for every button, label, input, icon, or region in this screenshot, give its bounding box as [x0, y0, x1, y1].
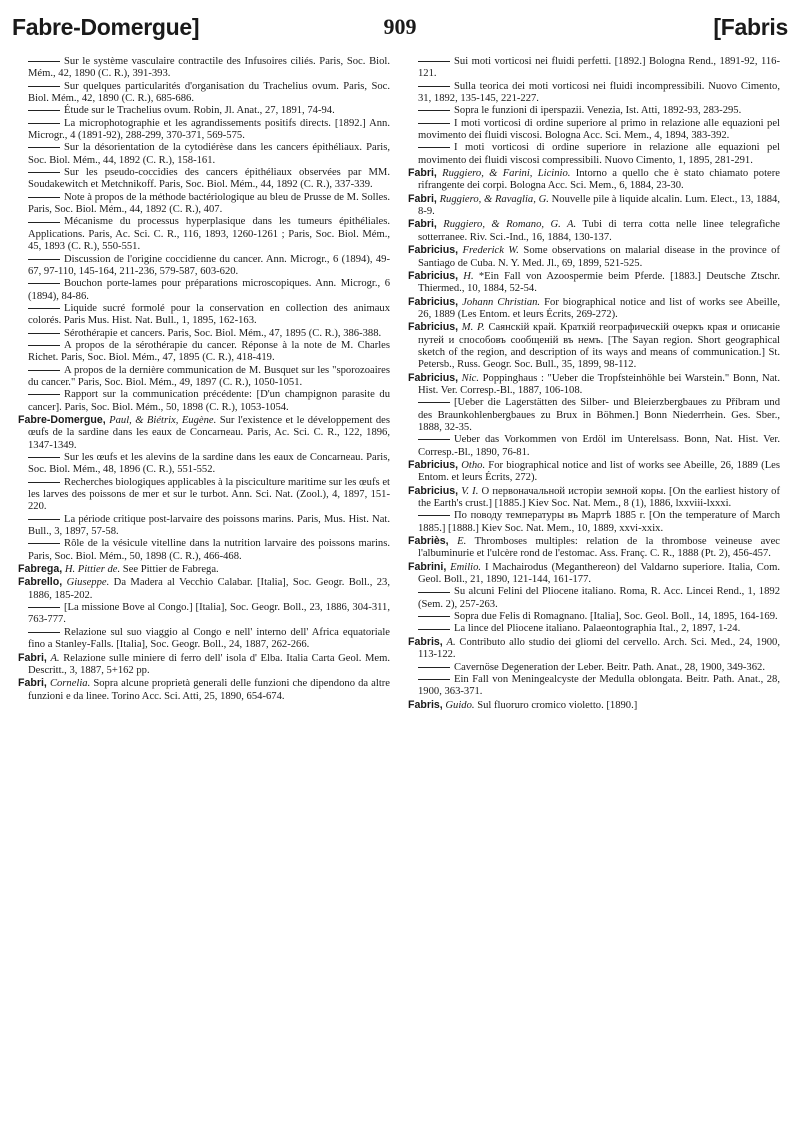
bibliography-entry	[18, 563, 390, 576]
entry-text: Rôle de la vésicule vitelline dans la nutrition larvaire des poissons marins. Paris, Soc. Biol. Mém., 50, 1898 (C. R.), 466-468.	[28, 538, 390, 562]
bibliography-entry	[408, 167, 780, 193]
entry-text: Thromboses multiples: relation de la thrombose veineuse avec l'albuminurie et l'ulcère rond de l'estomac. Ass. Franç. C. R., 1888 (Pt. 2), 456-457.	[418, 536, 780, 560]
bibliography-subentry	[18, 452, 390, 477]
entry-author: Fabris,	[408, 635, 443, 648]
bibliography-subentry	[18, 514, 390, 539]
entry-given-names: Ruggiero, & Farini, Licinio.	[442, 168, 571, 180]
entry-author: Fabris,	[408, 698, 443, 711]
ditto-rule	[28, 457, 60, 458]
entry-given-names: E.	[457, 536, 467, 548]
entry-text: I moti vorticosi di ordine superiore al primo in relazione alle equazioni pel movimento dei fluidi viscosi. Bologna Acc. Sci. Mem., 4, 1894, 383-392.	[418, 117, 780, 142]
entry-text: Nouvelle pile à liquide alcalin. Lum. Elect., 13, 1884, 8-9.	[418, 193, 780, 218]
bibliography-subentry	[18, 56, 390, 81]
entry-text: Sopra due Felis di Romagnano. [Italia], Soc. Geol. Boll., 14, 1895, 164-169.	[454, 611, 778, 623]
left-column	[18, 56, 390, 703]
entry-given-names: A.	[446, 636, 456, 648]
ditto-rule	[418, 61, 450, 62]
bibliography-subentry	[18, 118, 390, 143]
bibliography-subentry	[18, 278, 390, 303]
entry-author: Fabricius,	[408, 484, 459, 497]
ditto-rule	[28, 394, 60, 395]
bibliography-subentry	[408, 623, 780, 635]
entry-given-names: Emilio.	[450, 561, 482, 573]
bibliography-entry	[18, 576, 390, 602]
bibliography-entry	[18, 414, 390, 452]
bibliography-subentry	[18, 216, 390, 253]
entry-given-names: Frederick W.	[462, 245, 519, 257]
bibliography-subentry	[408, 81, 780, 106]
entry-text: Recherches biologiques applicables à la pisciculture maritime sur les œufs et les larves des poissons de mer et sur le turbot. Ann. Sci. Nat. (Zool.), 4, 1897, 151-220.	[28, 476, 390, 513]
ditto-rule	[28, 222, 60, 223]
entry-given-names: V. I.	[461, 485, 479, 497]
entry-text: [La missione Bove al Congo.] [Italia], Soc. Geogr. Boll., 23, 1886, 304-311, 763-777.	[28, 602, 390, 626]
entry-text: По поводу температуры въ Мартѣ 1885 г. [On the temperature of March 1885.] [1888.] Kiev Soc. Nat. Mem., 10, 1889, xxvi-xxix.	[418, 510, 780, 534]
ditto-rule	[418, 402, 450, 403]
entry-text: *Ein Fall von Azoospermie beim Pferde. [1883.] Deutsche Ztschr. Thiermed., 10, 1884, 52-54.	[418, 270, 780, 295]
entry-given-names: Johann Christian.	[462, 296, 541, 308]
entry-text: I moti vorticosi di ordine superiore in relazione alle equazioni pel movimento dei fluidi viscosi compressibili. Nuovo Cimento, 1, 1895, 281-291.	[418, 142, 780, 166]
bibliography-subentry	[408, 662, 780, 674]
bibliography-subentry	[408, 105, 780, 117]
page-number: 909	[383, 14, 417, 39]
bibliography-entry	[408, 699, 780, 712]
entry-text: Cavernöse Degeneration der Leber. Beitr. Path. Anat., 28, 1900, 349-362.	[454, 661, 765, 673]
ditto-rule	[418, 123, 450, 124]
entry-text: [Ueber die Lagerstätten des Silber- und Bleierzbergbaues zu Příbram und des Braunkohlenbergbaues zu Brux in Böhmen.] Bonn Niederrhein. Ges. Sber., 1888, 32-35.	[418, 397, 780, 433]
entry-author: Fabrega,	[18, 563, 63, 576]
bibliography-subentry	[18, 254, 390, 279]
bibliography-subentry	[18, 81, 390, 106]
bibliography-entry	[408, 459, 780, 485]
entry-author: Fabricius,	[408, 371, 459, 384]
bibliography-entry	[18, 677, 390, 703]
entry-text: Sulla teorica dei moti vorticosi nei fluidi incompressibili. Nuovo Cimento, 31, 1892, 135-145, 221-227.	[418, 80, 780, 105]
ditto-rule	[28, 345, 60, 346]
ditto-rule	[28, 86, 60, 87]
ditto-rule	[28, 123, 60, 124]
ditto-rule	[418, 147, 450, 148]
ditto-rule	[418, 667, 450, 668]
ditto-rule	[28, 333, 60, 334]
entry-author: Fabricius,	[408, 295, 459, 308]
ditto-rule	[28, 197, 60, 198]
entry-author: Fabriès,	[408, 535, 449, 548]
entry-text: Tubi di terra cotta nelle linee telegrafiche sotterranee. Riv. Sci.-Ind., 16, 1884, 130-137.	[418, 219, 780, 243]
entry-given-names: Paul, & Biétrix, Eugène.	[109, 414, 217, 426]
entry-text: Sur les œufs et les alevins de la sardine dans les eaux de Concarneau. Paris, Soc. Biol. Mém., 48, 1896 (C. R.), 551-552.	[28, 452, 390, 476]
bibliography-entry	[408, 218, 780, 244]
bibliography-entry	[408, 321, 780, 371]
entry-given-names: M. P.	[461, 322, 485, 334]
ditto-rule	[28, 172, 60, 173]
entry-author: Fabricius,	[408, 244, 459, 257]
entry-text: A propos de la sérothérapie du cancer. Réponse à la note de M. Charles Richet. Paris, Soc. Biol. Mém., 47, 1895 (C. R.), 418-419.	[28, 339, 390, 364]
bibliography-subentry	[18, 105, 390, 117]
bibliography-subentry	[408, 611, 780, 623]
entry-text: For biographical notice and list of works see Abeille, 26, 1889 (Les Entom. et leurs Écrits, 272).	[418, 460, 780, 484]
entry-text: Sur l'existence et le développement des œufs de la sardine dans les eaux de Concarneau. Paris, Ac. Sci. C. R., 122, 1896, 1347-1349.	[28, 414, 390, 451]
bibliography-subentry	[18, 328, 390, 340]
ditto-rule	[28, 482, 60, 483]
ditto-rule	[418, 110, 450, 111]
ditto-rule	[28, 607, 60, 608]
bibliography-subentry	[408, 510, 780, 535]
entry-text: Bouchon porte-lames pour préparations microscopiques. Ann. Microgr., 6 (1894), 84-86.	[28, 278, 390, 302]
entry-text: Su alcuni Felini del Pliocene italiano. Roma, R. Acc. Lincei Rend., 1, 1892 (Sem. 2), 257-263.	[418, 586, 780, 610]
entry-text: For biographical notice and list of works see Abeille, 26, 1889 (Les Entom. et leurs Écrits, 269-272).	[418, 296, 780, 320]
entry-text: Contributo allo studio dei gliomi del cervello. Arch. Sci. Med., 24, 1900, 113-122.	[418, 636, 780, 661]
entry-text: Sopra alcune proprietà generali delle funzioni che dipendono da altre funzioni e da linee. Torino Acc. Sci. Atti, 25, 1890, 654-674.	[28, 678, 390, 702]
ditto-rule	[28, 259, 60, 260]
running-head-right: [Fabris	[713, 14, 788, 40]
entry-given-names: Nic.	[461, 372, 480, 384]
entry-text: О первоначальной исторіи земной коры. [On the earliest history of the Earth's crust.] [1885.] Kiev Soc. Nat. Mem., 8 (1), 1886, lxxviii-lxxxi.	[418, 485, 780, 510]
entry-author: Fabrello,	[18, 576, 63, 589]
ditto-rule	[28, 308, 60, 309]
bibliography-subentry	[18, 192, 390, 217]
entry-text: Sérothérapie et cancers. Paris, Soc. Biol. Mém., 47, 1895 (C. R.), 386-388.	[64, 327, 382, 339]
entry-author: Fabri,	[18, 677, 47, 690]
bibliography-subentry	[18, 389, 390, 414]
entry-text: Ueber das Vorkommen von Erdöl im Unterelsass. Bonn, Nat. Hist. Ver. Corresp.-Bl., 1890, 76-81.	[418, 434, 780, 458]
bibliography-subentry	[408, 118, 780, 143]
bibliography-subentry	[408, 397, 780, 434]
entry-text: Sui moti vorticosi nei fluidi perfetti. [1892.] Bologna Rend., 1891-92, 116-121.	[418, 56, 780, 80]
ditto-rule	[418, 86, 450, 87]
entry-text: Note à propos de la méthode bactériologique au bleu de Prusse de M. Solles. Paris, Soc. Biol. Mém., 44, 1892 (C. R.), 407.	[28, 191, 390, 216]
entry-author: Fabri,	[18, 651, 47, 664]
entry-text: Sur le système vasculaire contractile des Infusoires ciliés. Paris, Soc. Biol. Mém., 42, 1890 (C. R.), 391-393.	[28, 56, 390, 80]
bibliography-entry	[408, 561, 780, 587]
entry-text: Sopra le funzioni di iperspazii. Venezia, Ist. Atti, 1892-93, 283-295.	[454, 105, 742, 117]
ditto-rule	[28, 283, 60, 284]
entry-text: Étude sur le Trachelius ovum. Robin, Jl. Anat., 27, 1891, 74-94.	[64, 105, 335, 117]
ditto-rule	[28, 632, 60, 633]
entry-text: Sur les pseudo-coccidies des cancers épithéliaux observées par MM. Soudakewitch et Metchnikoff. Paris, Soc. Biol. Mém., 44, 1892 (C. R.), 337-339.	[28, 167, 390, 191]
bibliography-subentry	[18, 627, 390, 652]
bibliography-subentry	[408, 674, 780, 699]
entry-text: Sur la désorientation de la cytodiérèse dans les cancers épithéliaux. Paris, Soc. Biol. Mém., 44, 1892 (C. R.), 158-161.	[28, 142, 390, 166]
right-column	[408, 56, 780, 712]
page-header	[12, 14, 788, 48]
ditto-rule	[28, 61, 60, 62]
ditto-rule	[28, 370, 60, 371]
entry-given-names: Otho.	[461, 460, 486, 471]
bibliography-entry	[408, 270, 780, 296]
bibliography-subentry	[18, 142, 390, 167]
bibliography-subentry	[18, 167, 390, 192]
entry-author: Fabricius,	[408, 321, 459, 334]
bibliography-subentry	[18, 303, 390, 328]
entry-text: La microphotographie et les agrandissements positifs directs. [1892.] Ann. Microgr., 4 (1891-92), 288-299, 370-371, 569-575.	[28, 117, 390, 142]
bibliography-entry	[408, 193, 780, 219]
entry-author: Fabri,	[408, 167, 437, 180]
entry-text: Mécanisme du processus hyperplasique dans les tumeurs épithéliales. Applications. Paris, Ac. Sci. C. R., 116, 1893, 1260-1261 ; Paris, Soc. Biol. Mém., 45, 1893 (C. R.), 550-551.	[28, 216, 390, 253]
entry-text: Sur quelques particularités d'organisation du Trachelius ovum. Paris, Soc. Biol. Mém., 42, 1890 (C. R.), 685-686.	[28, 80, 390, 105]
entry-text: Sul fluoruro cromico violetto. [1890.]	[477, 699, 638, 711]
bibliography-subentry	[408, 434, 780, 459]
bibliography-subentry	[18, 602, 390, 627]
bibliography-entry	[408, 296, 780, 322]
entry-text: See Pittier de Fabrega.	[122, 564, 219, 576]
entry-text: Relazione sulle miniere di ferro dell' isola d' Elba. Italia Carta Geol. Mem. Descritt., 3, 1887, 5+162 pp.	[28, 652, 390, 676]
running-head-left: Fabre-Domergue]	[12, 14, 200, 40]
bibliography-entry	[408, 372, 780, 398]
entry-given-names: H.	[463, 270, 474, 282]
entry-text: La période critique post-larvaire des poissons marins. Paris, Mus. Hist. Nat. Bull., 3, 1897, 57-58.	[28, 513, 390, 538]
bibliography-entry	[18, 652, 390, 678]
bibliography-subentry	[18, 538, 390, 563]
ditto-rule	[418, 439, 450, 440]
bibliography-entry	[408, 636, 780, 662]
ditto-rule	[28, 110, 60, 111]
ditto-rule	[418, 592, 450, 593]
bibliography-subentry	[408, 586, 780, 611]
entry-given-names: Cornelia.	[49, 678, 91, 690]
entry-given-names: Giuseppe.	[66, 577, 110, 589]
ditto-rule	[418, 679, 450, 680]
bibliography-subentry	[18, 477, 390, 514]
entry-given-names: Guido.	[445, 699, 475, 711]
entry-text: Ein Fall von Meningealcyste der Medulla oblongata. Beitr. Path. Anat., 28, 1900, 363-371.	[418, 673, 780, 698]
ditto-rule	[28, 519, 60, 520]
entry-given-names: Ruggiero, & Romano, G. A.	[443, 219, 577, 231]
ditto-rule	[28, 543, 60, 544]
entry-given-names: Ruggiero, & Ravaglia, G.	[439, 193, 549, 205]
bibliography-entry	[408, 535, 780, 561]
entry-author: Fabre-Domergue,	[18, 413, 106, 426]
entry-text: Poppinghaus : "Ueber die Tropfsteinhöhle bei Warstein." Bonn, Nat. Hist. Ver. Corresp.-Bl., 1887, 106-108.	[418, 372, 781, 396]
ditto-rule	[418, 515, 450, 516]
entry-text: Some observations on malarial disease in the province of Santiago de Cuba. N. Y. Med. Jl., 69, 1899, 521-525.	[418, 245, 780, 269]
bibliography-subentry	[408, 142, 780, 167]
ditto-rule	[418, 616, 450, 617]
bibliography-subentry	[408, 56, 780, 81]
entry-text: La lince del Pliocene italiano. Palaeontographia Ital., 2, 1897, 1-24.	[454, 623, 741, 635]
entry-author: Fabricius,	[408, 269, 459, 282]
bibliography-entry	[408, 485, 780, 511]
entry-author: Fabri,	[408, 218, 437, 231]
entry-text: I Machairodus (Meganthereon) del Valdarno superiore. Italia, Com. Geol. Boll., 21, 1890, 121-144, 161-177.	[418, 561, 780, 586]
entry-given-names: A.	[50, 652, 60, 664]
bibliography-entry	[408, 244, 780, 270]
bibliography-subentry	[18, 340, 390, 365]
entry-author: Fabrini,	[408, 560, 447, 573]
ditto-rule	[418, 629, 450, 630]
entry-text: Relazione sul suo viaggio al Congo e nell' interno dell' Africa equatoriale fino a Stanley-Falls. [Italia], Soc. Geogr. Boll., 24, 1887, 262-266.	[28, 626, 390, 651]
bibliography-subentry	[18, 365, 390, 390]
entry-text: Da Madera al Vecchio Calabar. [Italia], Soc. Geogr. Boll., 23, 1886, 185-202.	[28, 577, 390, 601]
entry-text: Intorno a quello che è stato chiamato potere rifrangente dei corpi. Bologna Acc. Sci. Mem., 6, 1884, 23-30.	[418, 168, 780, 192]
entry-author: Fabri,	[408, 192, 437, 205]
entry-text: Liquide sucré formolé pour la conservation en collection des animaux colorés. Paris Mus. Hist. Nat. Bull., 1, 1895, 162-163.	[28, 302, 390, 327]
entry-text: A propos de la dernière communication de M. Busquet sur les "sporozoaires du cancer." Paris, Soc. Biol. Mém., 49, 1897 (C. R.), 1050-1051.	[28, 364, 390, 388]
entry-given-names: H. Pittier de.	[64, 564, 121, 576]
entry-text: Discussion de l'origine coccidienne du cancer. Ann. Microgr., 6 (1894), 49-67, 97-110, 145-164, 211-236, 579-587, 603-620.	[28, 253, 390, 277]
entry-author: Fabricius,	[408, 459, 459, 471]
ditto-rule	[28, 147, 60, 148]
entry-text: Rapport sur la communication précédente: [D'un champignon parasite du cancer]. Paris, Soc. Biol. Mém., 50, 1898 (C. R.), 1053-1054.	[28, 389, 390, 413]
entry-text: Саянскій край. Краткій географическій очеркъ края и описаніе путей и способовъ сообщеній въ немъ. [The Sayan region. Short geographical sketch of the region, and description of its ways and means of communication.] St. Petersb., Russ. Geogr. Soc. Bull., 35, 1899, 98-112.	[418, 322, 781, 371]
